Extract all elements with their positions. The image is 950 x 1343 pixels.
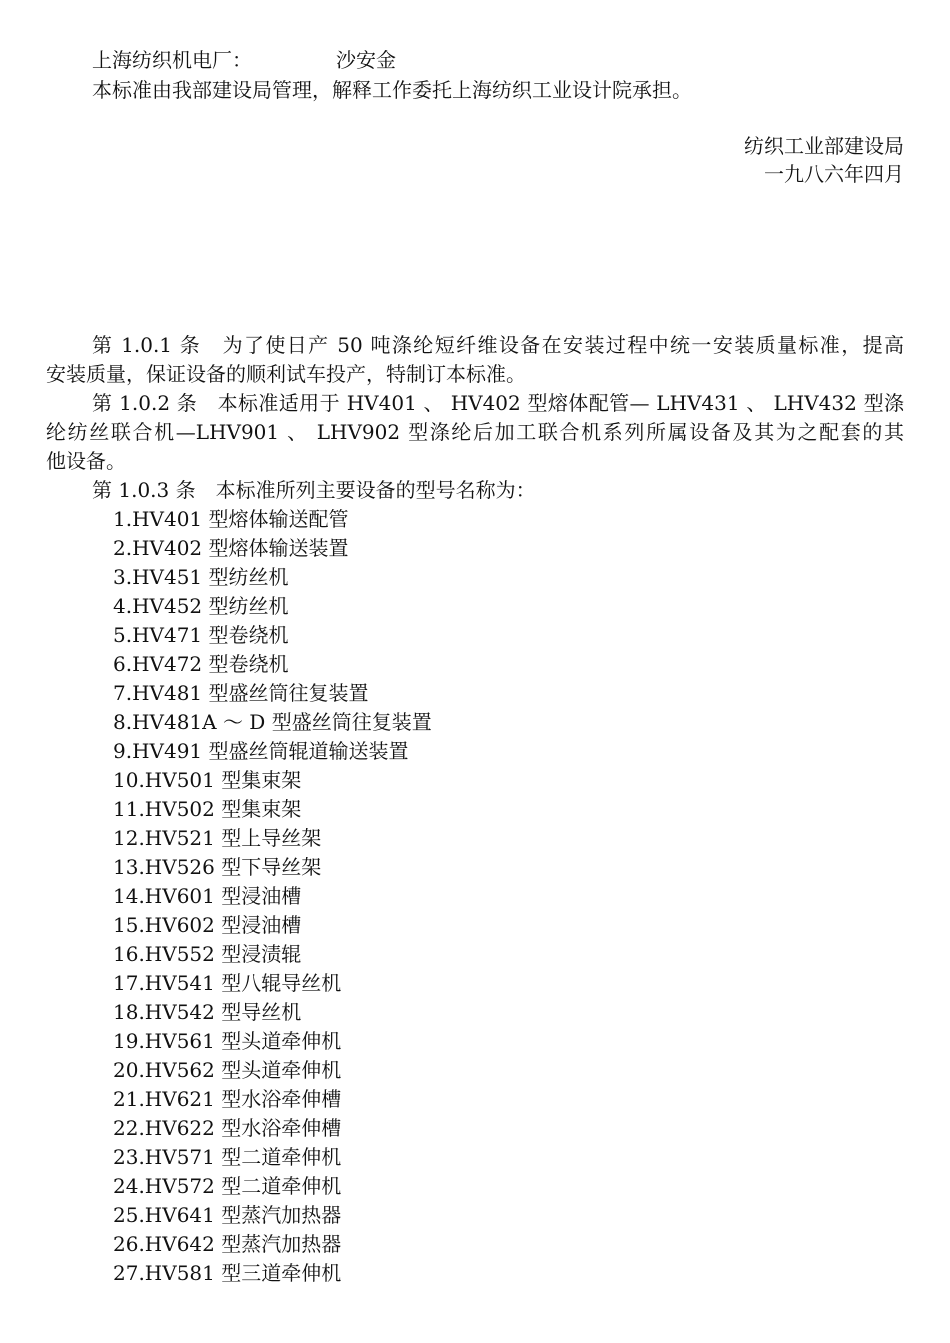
- equipment-list-item: 20.HV562 型头道牵伸机: [113, 1058, 342, 1082]
- equipment-list-item: 26.HV642 型蒸汽加热器: [113, 1232, 342, 1256]
- equipment-list-item: 14.HV601 型浸油槽: [113, 884, 302, 908]
- article-1-0-2-line-1: 第 1.0.2 条 本标准适用于 HV401 、 HV402 型熔体配管— LHV431 、 LHV432 型涤: [92, 391, 904, 415]
- equipment-list-item: 24.HV572 型二道牵伸机: [113, 1174, 342, 1198]
- equipment-list-item: 4.HV452 型纺丝机: [113, 594, 289, 618]
- equipment-list-item: 13.HV526 型下导丝架: [113, 855, 322, 879]
- issue-date: 一九八六年四月: [764, 162, 904, 186]
- article-1-0-2-line-2: 纶纺丝联合机—LHV901 、 LHV902 型涤纶后加工联合机系列所属设备及其为之配套的其: [46, 420, 904, 444]
- equipment-list-item: 21.HV621 型水浴牵伸槽: [113, 1087, 342, 1111]
- contributor-org: 上海纺织机电厂：: [92, 48, 252, 72]
- equipment-list-item: 2.HV402 型熔体输送装置: [113, 536, 349, 560]
- equipment-list-item: 3.HV451 型纺丝机: [113, 565, 289, 589]
- article-1-0-2-line-3: 他设备。: [46, 449, 126, 473]
- management-note: 本标准由我部建设局管理，解释工作委托上海纺织工业设计院承担。: [92, 78, 692, 102]
- equipment-list-item: 27.HV581 型三道牵伸机: [113, 1261, 342, 1285]
- article-1-0-3-line-1: 第 1.0.3 条 本标准所列主要设备的型号名称为：: [92, 478, 536, 502]
- equipment-list-item: 22.HV622 型水浴牵伸槽: [113, 1116, 342, 1140]
- equipment-list-item: 19.HV561 型头道牵伸机: [113, 1029, 342, 1053]
- equipment-list-item: 10.HV501 型集束架: [113, 768, 302, 792]
- equipment-list-item: 23.HV571 型二道牵伸机: [113, 1145, 342, 1169]
- equipment-list-item: 18.HV542 型导丝机: [113, 1000, 302, 1024]
- article-1-0-1-line-2: 安装质量，保证设备的顺利试车投产，特制订本标准。: [46, 362, 526, 386]
- equipment-list-item: 7.HV481 型盛丝筒往复装置: [113, 681, 369, 705]
- equipment-list-item: 9.HV491 型盛丝筒辊道输送装置: [113, 739, 409, 763]
- issuer: 纺织工业部建设局: [744, 134, 904, 158]
- equipment-list-item: 11.HV502 型集束架: [113, 797, 302, 821]
- equipment-list-item: 16.HV552 型浸渍辊: [113, 942, 302, 966]
- equipment-list-item: 25.HV641 型蒸汽加热器: [113, 1203, 342, 1227]
- equipment-list-item: 6.HV472 型卷绕机: [113, 652, 289, 676]
- equipment-list-item: 17.HV541 型八辊导丝机: [113, 971, 342, 995]
- contributor-name: 沙安金: [336, 48, 396, 72]
- equipment-list-item: 8.HV481A ～ D 型盛丝筒往复装置: [113, 710, 432, 734]
- article-1-0-1-line-1: 第 1.0.1 条 为了使日产 50 吨涤纶短纤维设备在安装过程中统一安装质量标准，提高: [92, 333, 904, 357]
- equipment-list-item: 1.HV401 型熔体输送配管: [113, 507, 349, 531]
- equipment-list-item: 12.HV521 型上导丝架: [113, 826, 322, 850]
- equipment-list-item: 5.HV471 型卷绕机: [113, 623, 289, 647]
- equipment-list-item: 15.HV602 型浸油槽: [113, 913, 302, 937]
